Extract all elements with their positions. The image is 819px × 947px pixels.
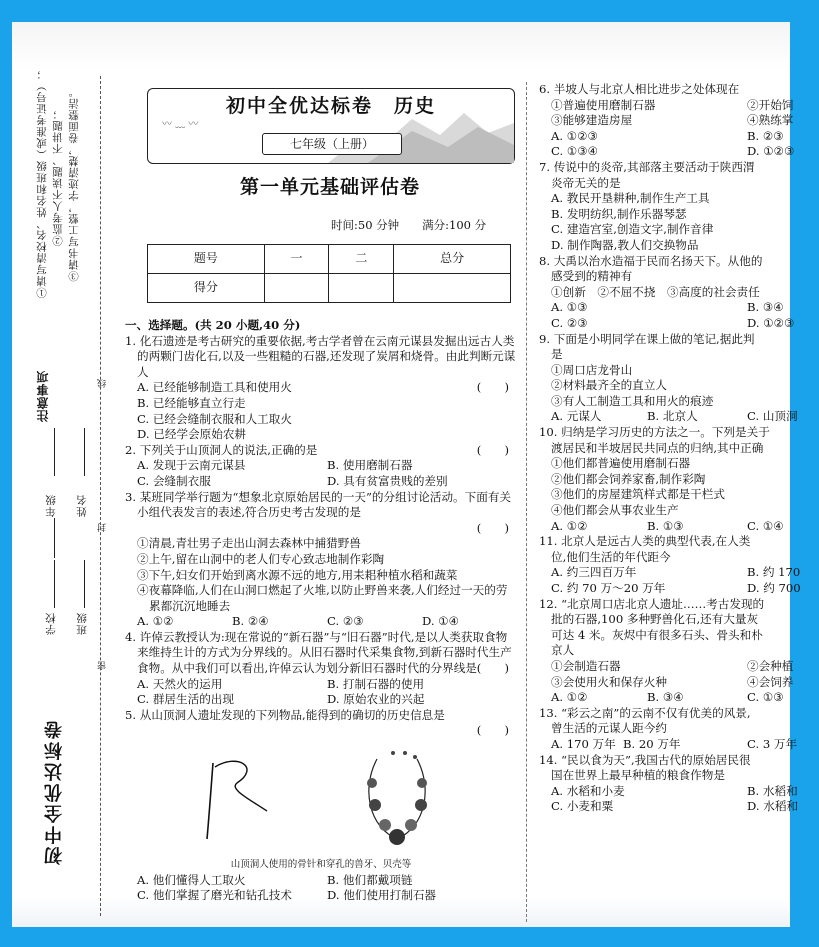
score-cell[interactable] [264, 274, 329, 303]
binding-dashed-line [100, 76, 101, 916]
statement: ①会制造石器 [551, 658, 621, 673]
binding-word-seal: 封 [98, 522, 108, 532]
option-c[interactable]: C. 已经会缝制衣服和人工取火 [137, 411, 292, 426]
note-1: ①请写清校名、姓名和班级（或准考证号）； [36, 68, 48, 298]
option-c[interactable]: C. ②③ [327, 614, 364, 629]
option-d[interactable]: D. ①②③ [747, 144, 795, 159]
option-c[interactable]: C. 小麦和粟 [551, 799, 614, 814]
statement-2: ②上午,留在山洞中的老人们专心致志地制作彩陶 [137, 551, 385, 566]
field-class-label[interactable]: 班级 [76, 612, 88, 635]
statement: ②会种植 [747, 658, 794, 673]
statement: ①周口店龙骨山 [551, 362, 633, 377]
artifact-figure [125, 739, 517, 857]
question-4 [125, 630, 517, 708]
statement: ④熟练掌 [747, 113, 794, 128]
question-stem-text: 2. 下列关于山顶洞人的说法,正确的是 [125, 442, 318, 457]
grade-underline [54, 428, 55, 476]
option-row [125, 458, 517, 474]
option-c[interactable]: C. ②③ [551, 315, 588, 330]
question-stem: 1. 化石遗迹是考古研究的重要依据,考古学者曾在云南元谋县发掘出远古人类的两颗门齿化石,以及一些粗糙的石器,还发现了炭屑和烧骨。由此判断元谋人 [125, 333, 516, 379]
statement-3: ③下午,妇女们开始到离水源不远的地方,用耒耜种植水稻和蔬菜 [137, 567, 458, 582]
top-shadow [12, 22, 790, 70]
score-head-cell: 一 [264, 245, 329, 274]
statement: ②他们都会饲养家畜,制作彩陶 [551, 471, 706, 486]
notes-label: 注意事项 [36, 370, 50, 422]
question-stem: 9. 下面是小明同学在课上做的笔记,据此判 [539, 331, 755, 346]
option-a[interactable]: A. ①③ [551, 300, 588, 315]
question-stem: 7. 传说中的炎帝,其部落主要活动于陕西渭 [539, 159, 755, 174]
option-b[interactable]: B. 使用磨制石器 [327, 458, 413, 473]
answer-paren[interactable]: ( ) [476, 520, 509, 535]
question-stem-cont: 国在世界上最早种植的粮食作物是 [551, 768, 725, 783]
statement: ①他们都普遍使用磨制石器 [551, 456, 691, 471]
option-c[interactable]: C. ①③④ [551, 144, 599, 159]
option-a[interactable]: A. 发现于云南元谋县 [137, 458, 246, 473]
question-stem-cont: 京人 [551, 643, 575, 658]
question-14 [539, 753, 819, 815]
option-row [539, 565, 819, 581]
option-row [539, 144, 819, 160]
answer-paren[interactable]: ( ) [476, 442, 509, 457]
unit-title: 第一单元基础评估卷 [239, 176, 420, 198]
option-a[interactable] [125, 380, 517, 396]
option-b[interactable]: B. 水稻和 [747, 783, 798, 798]
statement: ③会使用火和保存火种 [551, 674, 667, 689]
question-stem [125, 443, 517, 459]
answer-paren[interactable]: ( ) [476, 661, 509, 676]
class-underline [84, 560, 85, 608]
statement: ①普遍使用磨制石器 [551, 97, 656, 112]
option-a[interactable]: A. 170 万年 [551, 736, 616, 751]
question-stem: 11. 北京人是远古人类的典型代表,在人类 [539, 534, 751, 549]
statement: ②开始饲 [747, 97, 794, 112]
grade-label: 七年级（上册） [262, 133, 402, 155]
option-c[interactable]: C. 3 万年 [747, 736, 798, 751]
field-name-label[interactable]: 姓名 [76, 494, 88, 517]
option-row [539, 581, 819, 597]
option-row [539, 409, 819, 425]
birds-decoration: 〰 ﹏ 〰 [162, 119, 199, 130]
option-d[interactable]: D. ①④ [422, 614, 460, 629]
option-b[interactable]: B. ③④ [747, 300, 784, 315]
question-stem-cont: 渡居民和半坡居民共同点的归纳,其中正确 [551, 440, 764, 455]
statement: ①创新 ②不屈不挠 ③高度的社会责任 [551, 284, 760, 299]
option-d[interactable]: D. 约 700 [747, 581, 801, 595]
statement-row [539, 98, 819, 114]
question-stem: 10. 归纳是学习历史的方法之一。下列是关于 [539, 425, 770, 440]
name-underline-2 [84, 428, 85, 476]
option-d[interactable]: D. 水稻和 [747, 799, 799, 814]
question-stem: 5. 从山顶洞人遗址发现的下列物品,能得到的确切的历史信息是 [125, 707, 445, 722]
option-row [125, 474, 517, 490]
question-stem: 13. “彩云之南”的云南不仅有优美的风景, [539, 705, 751, 720]
option-a[interactable]: A. ①② [551, 690, 588, 705]
option-c[interactable]: C. ①③ [747, 690, 784, 705]
option-a[interactable]: A. 元谋人 [551, 409, 602, 424]
option-d[interactable]: D. 原始农业的兴起 [327, 692, 425, 707]
question-stem: 12. “北京周口店北京人遗址……考古发现的 [539, 596, 765, 611]
name-underline [54, 518, 55, 558]
option-b[interactable]: B. 约 170 [747, 565, 801, 580]
option-row [125, 692, 517, 708]
statement-row [539, 659, 819, 675]
option-d[interactable]: D. 他们使用打制石器 [327, 888, 437, 903]
option-a[interactable]: A. ①② [551, 518, 588, 533]
binding-word-line: 线 [98, 378, 108, 388]
statement: ③他们的房屋建筑样式都是干栏式 [551, 487, 725, 502]
option-b[interactable]: B. ①③ [647, 518, 684, 533]
question-stem-cont: 感受到的精神有 [551, 269, 633, 284]
question-stem [125, 630, 517, 677]
question-6 [539, 82, 819, 160]
option-a[interactable]: A. 天然火的运用 [137, 676, 223, 691]
option-a[interactable]: A. 水稻和小麦 [551, 783, 625, 798]
option-b[interactable]: B. 已经能够直立行走 [137, 395, 246, 410]
option-row [539, 300, 819, 316]
statement: ③能够建造房屋 [551, 113, 633, 128]
option-row [125, 873, 517, 889]
answer-paren[interactable]: ( ) [476, 723, 509, 738]
option-c[interactable]: C. 约 70 万～20 万年 [551, 581, 666, 595]
option-b[interactable]: B. 他们都戴项链 [327, 872, 413, 887]
question-2 [125, 443, 517, 490]
question-10 [539, 425, 819, 534]
question-stem-text: 4. 许倬云教授认为:现在常说的“新石器”与“旧石器”时代,是以人类获取食物来维持生计的方式为分界线的。从旧石器时代采集食物,到新石器时代生产食物。从中我们可以看出,许倬云认为划分新旧石器时代的分界线是 [125, 629, 512, 676]
option-b[interactable]: B. ②③ [747, 128, 784, 143]
score-head-cell: 二 [329, 245, 394, 274]
series-title: 初中全优达标卷 历史 [225, 95, 436, 117]
statement: ②材料最齐全的直立人 [551, 378, 667, 393]
option-row [539, 519, 819, 535]
option-c[interactable]: C. 山顶洞 [747, 409, 798, 424]
option-c[interactable]: C. 建造宫室,创造文字,制作音律 [551, 222, 714, 237]
score-head-cell: 题号 [148, 245, 265, 274]
question-stem-cont: 是 [551, 347, 563, 362]
option-c[interactable]: C. 会缝制衣服 [137, 473, 211, 488]
figure-caption: 山顶洞人使用的骨针和穿孔的兽牙、贝壳等 [230, 859, 412, 871]
option-row [539, 316, 819, 332]
score-cell[interactable] [329, 274, 394, 303]
option-a[interactable]: A. 教民开垦耕种,制作生产工具 [551, 191, 710, 206]
question-8 [539, 254, 819, 332]
question-stem-cont: 炎帝无关的是 [551, 175, 621, 190]
note-2: ②监考人不读题、不讲题； [52, 108, 64, 246]
question-stem-cont: 曾生活的元谋人距今约 [551, 721, 667, 736]
option-row [539, 784, 819, 800]
score-table [147, 244, 511, 303]
score-table-row [148, 274, 511, 303]
exam-sheet [12, 22, 801, 927]
option-d[interactable]: D. 具有贫富贵贱的差别 [327, 473, 448, 488]
question-5 [125, 708, 517, 904]
option-row [125, 888, 517, 904]
option-a[interactable]: A. 约三四百万年 [551, 565, 637, 580]
question-7 [539, 160, 819, 254]
answer-paren[interactable]: ( ) [476, 380, 509, 395]
option-d[interactable]: D. ①②③ [747, 315, 795, 330]
option-b[interactable]: B. 北京人 [647, 409, 698, 424]
option-b[interactable]: B. ②④ [232, 614, 269, 629]
note-3: ③请书写工整，字迹清楚，卷面整洁。 [68, 86, 80, 282]
statement-1: ①清晨,青壮男子走出山洞去森林中捕猎野兽 [137, 536, 361, 551]
question-block-right [539, 82, 819, 815]
option-row [125, 677, 517, 693]
option-c[interactable]: C. 群居生活的出现 [137, 692, 234, 707]
option-a[interactable]: A. 他们懂得人工取火 [137, 872, 246, 887]
option-row [539, 737, 819, 753]
score-table-head [148, 245, 511, 274]
question-stem: 6. 半坡人与北京人相比进步之处体现在 [539, 82, 740, 96]
bone-needle-and-necklace-illustration [125, 739, 515, 857]
question-11 [539, 534, 819, 596]
option-text: A. 已经能够制造工具和使用火 [137, 380, 292, 395]
question-stem-cont: 批的石器,100 多种野兽化石,还有大量灰 [551, 612, 759, 627]
statement: ④他们都会从事农业生产 [551, 503, 679, 518]
header-banner [147, 88, 515, 164]
question-stem-cont: 可达 4 米。灰烬中有很多石头、骨头和朴 [551, 627, 763, 642]
option-a[interactable]: A. ①② [137, 614, 174, 629]
time-score-line: 时间:50 分钟 满分:100 分 [331, 218, 487, 232]
statement-row [539, 113, 819, 129]
statement: ④会饲养 [747, 674, 794, 689]
score-cell[interactable] [394, 274, 511, 303]
section-heading: 一、选择题。(共 20 小题,40 分) [125, 318, 301, 332]
option-a[interactable]: A. ①②③ [551, 128, 598, 143]
question-block-left [125, 318, 517, 904]
option-row [539, 129, 819, 145]
field-school-label[interactable]: 学校 [45, 612, 57, 635]
column-divider [526, 82, 527, 922]
option-b[interactable]: B. 打制石器的使用 [327, 676, 425, 691]
option-row [539, 690, 819, 706]
field-grade-label[interactable]: 年级 [45, 494, 57, 517]
question-stem: 3. 某班同学举行题为“想象北京原始居民的一天”的分组讨论活动。下面有关小组代表发言的表述,符合历史考古发现的是 [125, 489, 512, 520]
question-1 [125, 334, 517, 443]
question-stem: 8. 大禹以治水造福于民而名扬天下。从他的 [539, 253, 763, 268]
option-d[interactable]: D. 已经学会原始农耕 [137, 427, 247, 442]
option-c[interactable]: C. 他们掌握了磨光和钻孔技术 [137, 888, 292, 903]
option-row [539, 799, 819, 815]
question-9 [539, 332, 819, 426]
school-underline [54, 560, 55, 608]
option-b[interactable]: B. 发明纺织,制作乐器琴瑟 [551, 206, 687, 221]
question-13 [539, 706, 819, 753]
statement-row [539, 675, 819, 691]
option-d[interactable]: D. 制作陶器,教人们交换物品 [551, 237, 699, 252]
statement: ③有人工制造工具和用火的痕迹 [551, 393, 714, 408]
option-b[interactable]: B. 20 万年 [623, 736, 681, 751]
option-b[interactable]: B. ③④ [647, 690, 684, 705]
option-c[interactable]: C. ①④ [747, 518, 784, 533]
score-row-label: 得分 [148, 274, 265, 303]
question-12 [539, 597, 819, 706]
binding-word-secret: 密 [98, 660, 108, 670]
binding-strip [12, 70, 112, 920]
statement-4: ④夜幕降临,人们在山洞口燃起了火堆,以防止野兽来袭,人们经过一天的劳累都沉沉地睡去 [137, 583, 508, 613]
option-row [125, 614, 517, 630]
question-3 [125, 490, 517, 630]
binding-brand: 初中全优达标卷 [44, 718, 65, 865]
question-stem-cont: 位,他们生活的年代距今 [551, 549, 671, 564]
score-head-cell: 总分 [394, 245, 511, 274]
question-stem: 14. “民以食为天”,我国古代的原始居民很 [539, 752, 751, 767]
